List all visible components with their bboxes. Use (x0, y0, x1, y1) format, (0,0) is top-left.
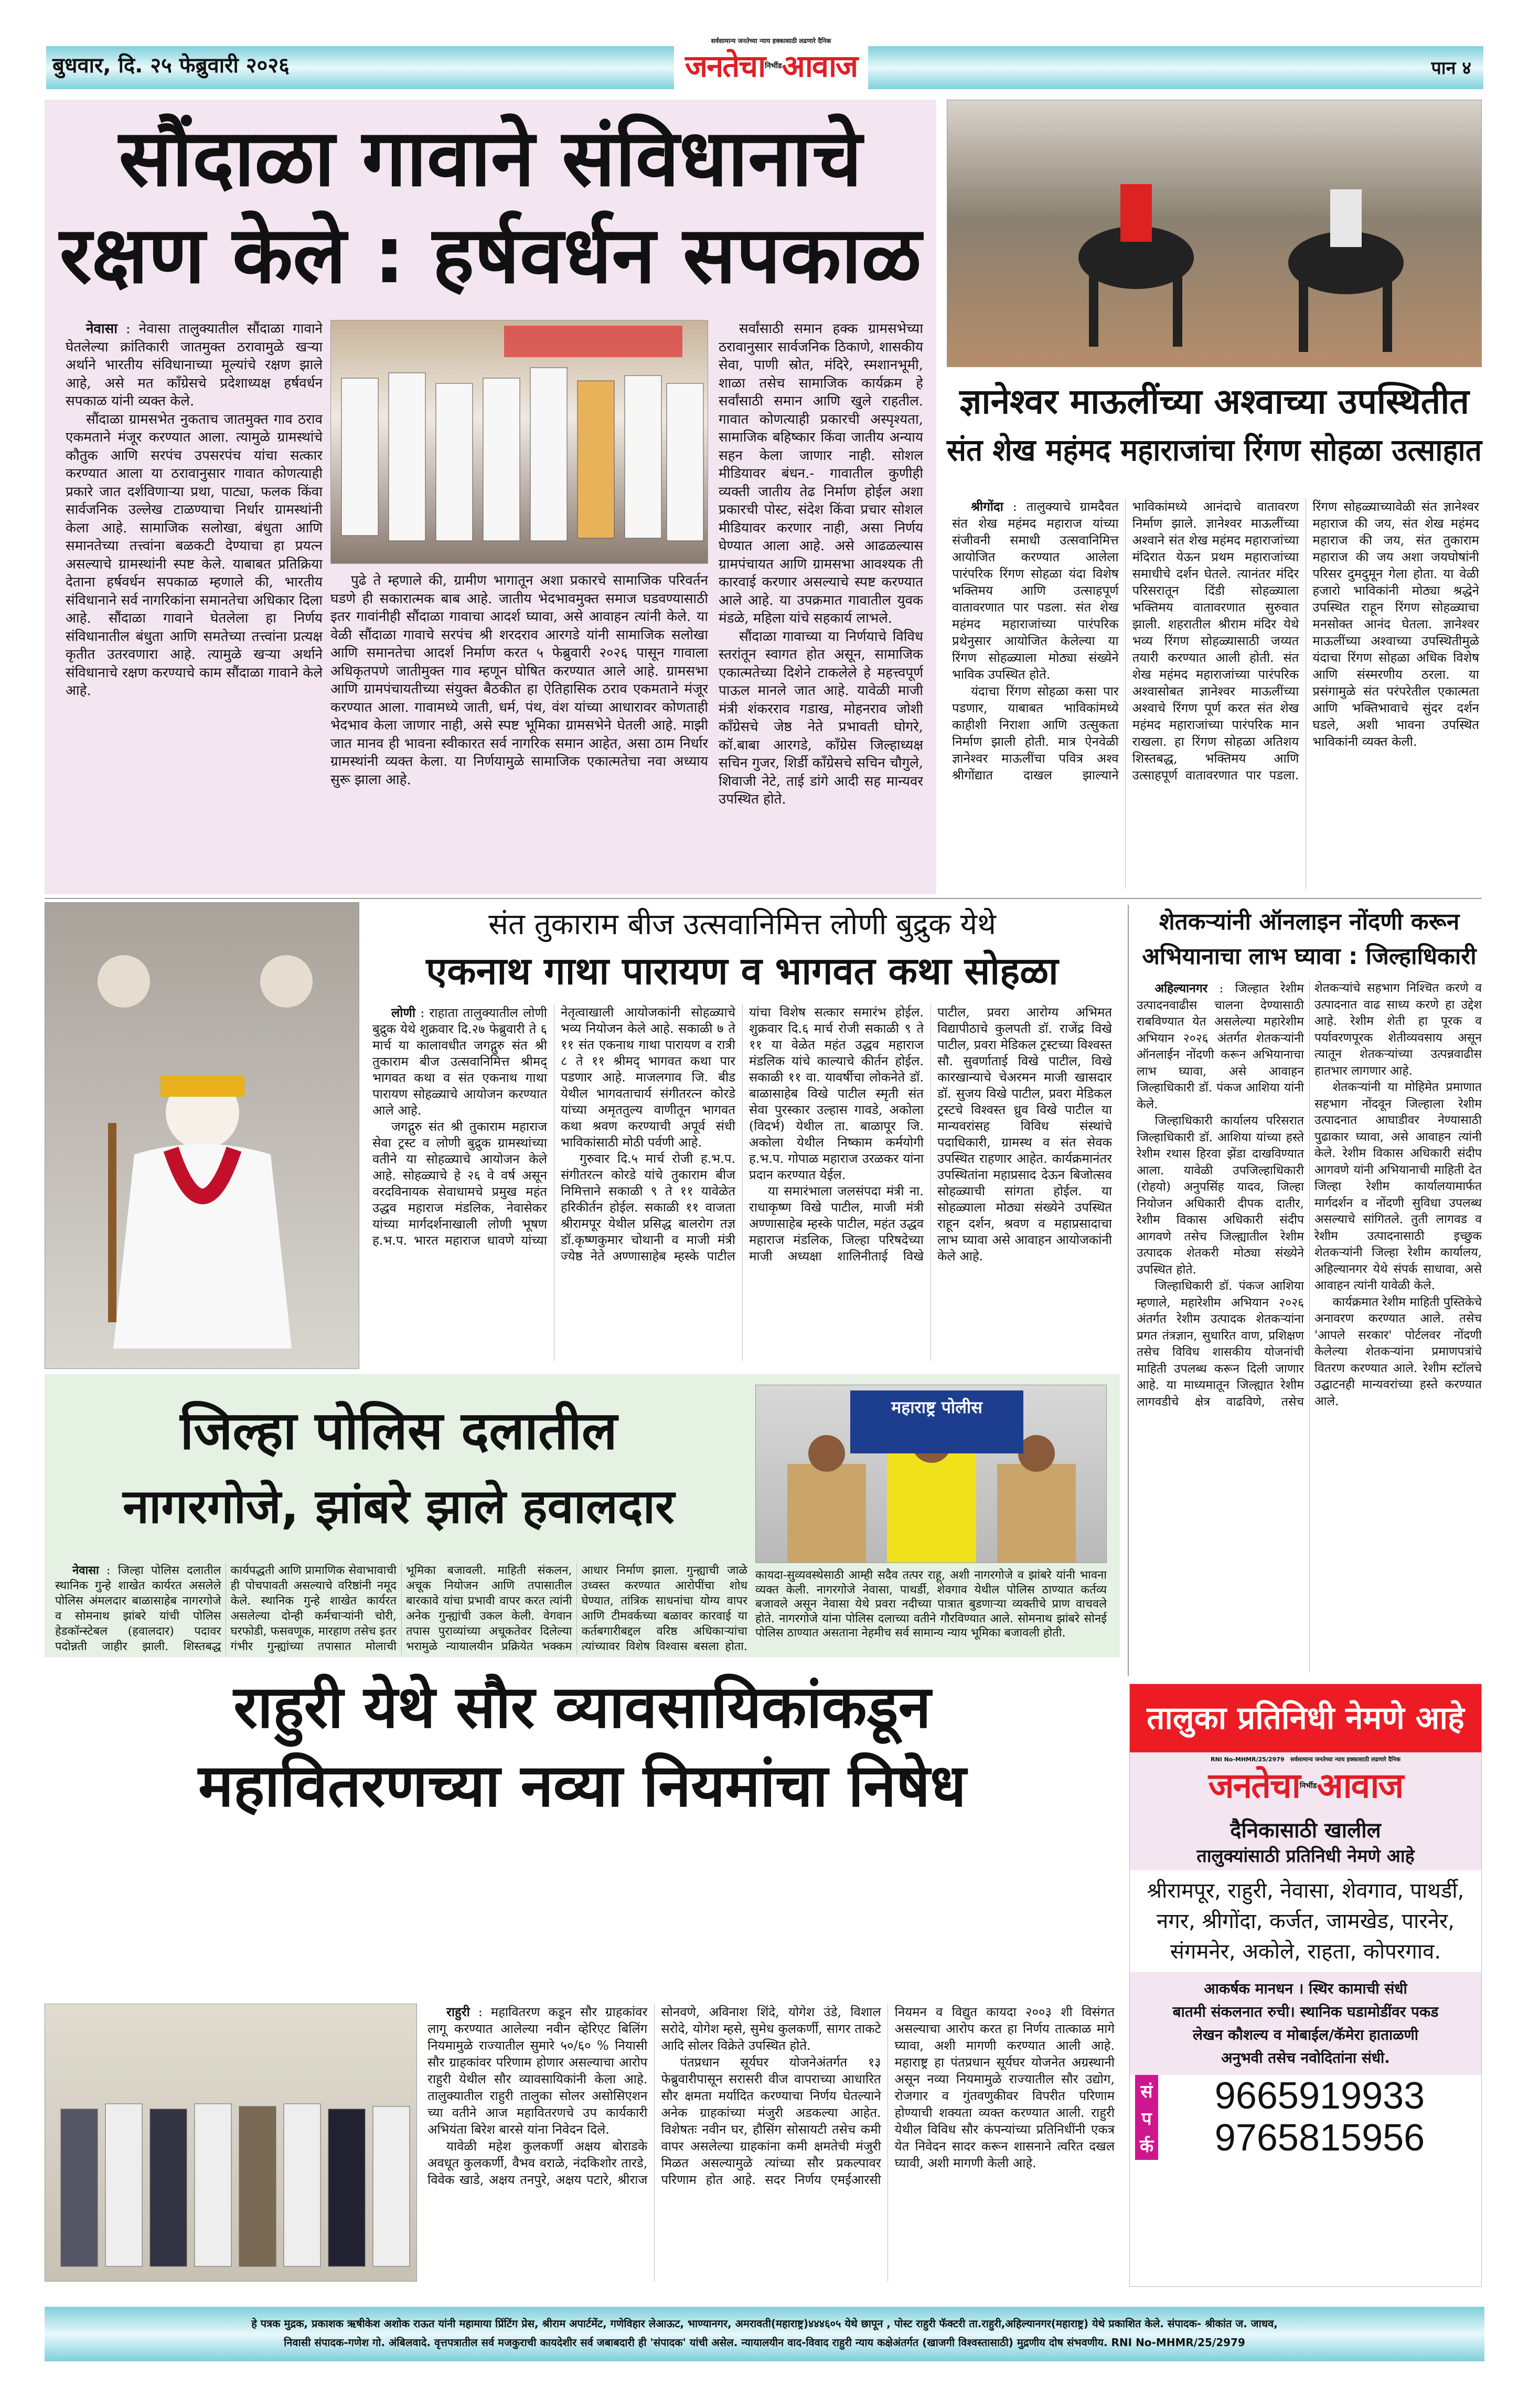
article-body-right: सर्वांसाठी समान हक्क ग्रामसभेच्या ठरावानुसार सार्वजनिक ठिकाणे, शासकीय सेवा, पाणी स्रोत, मंदिरे, स्मशानभूमी, शाळा तसेच सामाजिक कार्यक्रम हे सर्वांसाठी समान आणि खुले राहतील. गावात कोणत्याही प्रकारची अस्पृश्यता, सामाजिक बहिष्कार किंवा जातीय अन्याय सहन केला जाणार नाही. सोशल मीडियावर बंधन.- गावातील कुणीही व्यक्ती जातीय तेढ निर्माण होईल अशा प्रकारची पोस्ट, संदेश किंवा प्रचार सोशल मीडियावर करणार नाही, असा निर्णय घेण्यात आला आहे. असे आढळल्यास ग्रामपंचायत आणि ग्रामसभा आवश्यक ती कारवाई करणार असल्याचे स्पष्ट करण्यात आले आहे. या उपक्रमात गावातील युवक मंडळे, महिला यांचे सहकार्य लाभले. सौंदाळा गावाच्या या निर्णयाचे विविध स्तरांतून स्वागत होत असून, सामाजिक एकात्मतेच्या दिशेने टाकलेले हे महत्त्वपूर्ण पाऊल मानले जात आहे. यावेळी माजी मंत्री शंकरराव गडाख, मोहनराव जोशी काँग्रेसचे जेष्ठ नेते प्रभावती घोगरे, कॉ.बाबा आरगडे, काँग्रेस जिल्हाध्यक्ष सचिन गुजर, शिर्डी काँग्रेसचे सचिन चौगुले, शिवाजी नेटे, ताई डांगे आदी सह मान्यवर उपस्थित होते. (719, 321, 923, 807)
article-body: अहिल्यानगर : जिल्हात रेशीम उत्पादनवाढीस चालना देण्यासाठी राबविण्यात येत असलेल्या महारेशीम अभियान २०२६ अंतर्गत शेतकऱ्यांनी ऑनलाईन नोंदणी करून अभियानाचा लाभ घ्यावा, असे आवाहन जिल्हाधिकारी डॉ. पंकज आशिया यांनी केले. जिल्हाधिकारी कार्यालय परिसरात जिल्हाधिकारी डॉ. आशिया यांच्या हस्ते रेशीम रथास हिरवा झेंडा दाखविण्यात आला. यावेळी उपजिल्हाधिकारी (रोहयो) अनुपसिंह यादव, जिल्हा नियोजन अधिकारी दीपक दातीर, रेशीम विकास अधिकारी संदीप आगवणे तसेच जिल्ह्यातील रेशीम उत्पादक शेतकरी मोठ्या संख्येने उपस्थित होते. जिल्हाधिकारी डॉ. पंकज आशिया म्हणाले, महारेशीम अभियान २०२६ अंतर्गत रेशीम उत्पादक शेतकऱ्यांना प्रगत तंत्रज्ञान, सुधारित वाण, प्रशिक्षण तसेच विविध शासकीय योजनांची माहिती उपलब्ध करून दिली जाणार आहे. या माध्यमातून जिल्ह्यात रेशीम लागवडीचे क्षेत्र वाढविणे, तसेच शेतकऱ्यांचे सहभाग निश्चित करणे व उत्पादनात वाढ साध्य करणे हा उद्देश आहे. रेशीम शेती हा पूरक व पर्यावरणपूरक शेतीव्यवसाय असून त्यातून शेतकऱ्यांच्या उत्पन्नवाढीस हातभार लागणार आहे. शेतकऱ्यांनी या मोहिमेत प्रमाणात सहभाग नोंदवून जिल्हाला रेशीम उत्पादनात आघाडीवर नेण्यासाठी पुढाकार घ्यावा, असे आवाहन त्यांनी केले. रेशीम विकास अधिकारी संदीप आगवणे यांनी अभियानाची माहिती देत जिल्हा रेशीम कार्यालयामार्फत मार्गदर्शन व नोंदणी सुविधा उपलब्ध असल्याचे सांगितले. तुती लागवड व रेशीम उत्पादनासाठी इच्छुक शेतकऱ्यांनी जिल्हा रेशीम कार्यालय, अहिल्यानगर येथे संपर्क साधावा, असे आवाहन त्यांनी यावेळी केले. कार्यक्रमात रेशीम माहिती पुस्तिकेचे अनावरण करण्यात आले. तसेच 'आपले सरकार' पोर्टलवर नोंदणी केलेल्या शेतकऱ्यांना प्रमाणपत्रांचे वितरण करण्यात आले. रेशीम स्टॉलचे उद्घाटनही मान्यवरांच्या हस्ते करण्यात आले. (1137, 981, 1482, 1409)
photo-police (755, 1385, 1107, 1563)
photo-solar-delegation (45, 2004, 417, 2282)
horse-silhouettes (947, 100, 1482, 367)
photo-caption: कायदा-सुव्यवस्थेसाठी आम्ही सदैव तत्पर राहू, अशी नागरगोजे व झांबरे यांनी भावना व्यक्त केली. नागरगोजे नेवासा, पाथर्डी, शेवगाव येथील पोलिस ठाण्यात कर्तव्य बजावले असून नेवासा येथे प्रवरा नदीच्या पात्रात बुडणाऱ्या व्यक्तीचे प्राण वाचवले होते. नागरगोजे यांना पोलिस दलाच्या वतीने गौरविण्यात आले. सोमनाथ झांबरे सोनई पोलिस ठाण्यात असताना नेहमीच सर्व सामान्य न्याय भूमिका बजावली होती. (755, 1569, 1107, 1640)
headline-ringan: ज्ञानेश्वर माऊलींच्या अश्वाच्या उपस्थितीत संत शेख महंमद महाराजांचा रिंगण सोहळा उत्साहात (947, 381, 1482, 468)
phone-1[interactable]: 9665919933 (1214, 2075, 1425, 2117)
issue-date: बुधवार, दि. २५ फेब्रुवारी २०२६ (52, 53, 290, 78)
article-body: लोणी : राहाता तालुक्यातील लोणी बुद्रुक येथे शुक्रवार दि.२७ फेब्रुवारी ते ६ मार्च या कालावधीत जगद्गुरु संत श्री तुकाराम बीज उत्सवानिमित्त श्रीमद् भागवत कथा व संत एकनाथ गाथा पारायण सोहळ्याचे आयोजन करण्यात आले आहे. जगद्गुरु संत श्री तुकाराम महाराज सेवा ट्रस्ट व लोणी बुद्रुक ग्रामस्थांच्या वतीने या सोहळ्याचे आयोजन केले आहे. सोहळ्याचे हे २६ वे वर्ष असून वरदविनायक सेवाधामचे प्रमुख महंत उद्धव महाराज मंडलिक, नेवासेकर यांच्या मार्गदर्शनाखाली लोणी भूषण ह.भ.प. भारत महाराज धावणे यांच्या नेतृत्वाखाली आयोजकांनी सोहळ्याचे भव्य नियोजन केले आहे. सकाळी ७ ते ११ संत एकनाथ गाथा पारायण व रात्री ८ ते ११ श्रीमद् भागवत कथा पार पडणार आहे. माजलगाव जि. बीड येथील भागवताचार्य संगीतरत्न कोरडे यांच्या अमृततुल्य वाणीतून भागवत कथा श्रवण करण्याची अपूर्व संधी भाविकांसाठी मोठी पर्वणी आहे. गुरुवार दि.५ मार्च रोजी ह.भ.प. संगीतरत्न कोरडे यांचे तुकाराम बीज निमित्ताने सकाळी ९ ते ११ यावेळेत हरिकीर्तन होईल. सकाळी ११ वाजता श्रीरामपूर येथील प्रसिद्ध बालरोग तज्ञ डॉ.कृष्णकुमार चोथानी व माजी मंत्री ज्येष्ठ नेते अण्णासाहेब म्हस्के पाटील यांचा विशेष सत्कार समारंभ होईल. शुक्रवार दि.६ मार्च रोजी सकाळी ९ ते ११ या वेळेत महंत उद्धव महाराज मंडलिक यांचे काल्याचे कीर्तन होईल. सकाळी ११ वा. यावर्षीचा लोकनेते डॉ. बाळासाहेब विखे पाटील स्मृती संत सेवा पुरस्कार उल्हास गावडे, अकोला (विदर्भ) येथील ता. बाळापूर जि. अकोला येथील निष्काम कर्मयोगी ह.भ.प. गोपाळ महाराज उरळकर यांना प्रदान करण्यात येईल. या समारंभाला जलसंपदा मंत्री ना. राधाकृष्ण विखे पाटील, माजी मंत्री अण्णासाहेब म्हस्के पाटील, महंत उद्धव महाराज मंडलिक, जिल्हा परिषदेच्या माजी अध्यक्षा शालिनीताई विखे पाटील, प्रवरा आरोग्य अभिमत विद्यापीठाचे कुलपती डॉ. राजेंद्र विखे पाटील, प्रवरा मेडिकल ट्रस्टच्या विश्वस्त सौ. सुवर्णाताई विखे पाटील, विखे कारखान्याचे चेअरमन माजी खासदार डॉ. सुजय विखे पाटील, प्रवरा मेडिकल ट्रस्टचे विश्वस्त ध्रुव विखे पाटील या मान्यवरांसह विविध संस्थांचे पदाधिकारी, ग्रामस्थ व संत सेवक उपस्थित राहणार आहेत. कार्यक्रमानंतर उपस्थितांना महाप्रसाद देऊन बिजोत्सव सोहळ्याची सांगता होईल. या सोहळ्याला मोठ्या संख्येने उपस्थित राहून दर्शन, श्रवण व महाप्रसादाचा लाभ घ्यावा असे आवाहन आयोजकांनी केले आहे. (372, 1005, 1112, 1264)
article-reshim (1128, 905, 1482, 1676)
kicker: संत तुकाराम बीज उत्सवानिमित्त लोणी बुद्रुक येथे (488, 907, 996, 941)
photo-felicitation (330, 320, 708, 564)
ad-contact (1130, 2075, 1481, 2160)
article-saundala (45, 100, 936, 894)
article-body: नेवासा : जिल्हा पोलिस दलातील स्थानिक गुन्हे शाखेत कार्यरत असलेले पोलिस अंमलदार बाळासाहेब नागरगोजे व सोमनाथ झांबरे यांची पोलिस हेडकॉन्स्टेबल (हवालदार) पदावर पदोन्नती जाहीर झाली. शिस्तबद्ध कार्यपद्धती आणि प्रामाणिक सेवाभावाची ही पोचपावती असल्याचे वरिष्ठांनी नमूद केले. स्थानिक गुन्हे शाखेत कार्यरत असलेल्या दोन्ही कर्मचाऱ्यांनी चोरी, घरफोडी, फसवणूक, मारहाण तसेच इतर गंभीर गुन्ह्यांच्या तपासात मोलाची भूमिका बजावली. माहिती संकलन, अचूक नियोजन आणि तपासातील बारकावे यांचा प्रभावी वापर करत त्यांनी अनेक गुन्ह्यांची उकल केली. वेगवान तपास पुराव्यांच्या अचूकतेवर दिलेल्या भरामुळे न्यायालयीन प्रक्रियेत भक्कम आधार निर्माण झाला. गुन्ह्याची जाळे उध्वस्त करण्यात आरोपींचा शोध घेण्यात, तांत्रिक साधनांचा योग्य वापर आणि टीमवर्कच्या बळावर कारवाई या कर्तबगारीबद्दल वरिष्ठ अधिकाऱ्यांचा त्यांच्यावर विशेष विश्वास बसला होता. (55, 1564, 747, 1653)
footer-imprint: हे पत्रक मुद्रक, प्रकाशक ऋषीकेश अशोक राऊत यांनी महामाया प्रिंटिंग प्रेस, श्रीराम अपार्टमेंट, गणेविहार लेआऊट, भाण्यानगर, अमरावती(महाराष्ट्र)४४४६०५ येथे छापून , पोस्ट राहुरी फॅक्टरी ता.राहुरी,अहिल्यानगर(महाराष्ट्र) येथे प्रकाशित केले. संपादक- श्रीकांत ज. जाधव, निवासी संपादक-गणेश गो. अंबिलवादे. वृत्तपत्रातील सर्व मजकुराची कायदेशीर सर्व जबाबदारी ही 'संपादक' यांची असेल. न्यायालयीन वाद-विवाद राहुरी न्याय कक्षेअंतर्गत (खाजगी विश्वस्तासाठी) मुद्रणीय दोष संभवणीय. RNI No-MHMR/25/2979 (45, 2307, 1484, 2361)
ad-line1: दैनिकासाठी खालील (1230, 1818, 1381, 1843)
ad-representative-wanted (1129, 1684, 1482, 2287)
photo-sant-tukaram (45, 902, 359, 1369)
article-body-cont: पुढे ते म्हणाले की, ग्रामीण भागातून अशा प्रकारचे सामाजिक परिवर्तन घडणे ही सकारात्मक बाब आहे. जातीय भेदभावमुक्त समाज घडवण्यासाठी इतर गावांनीही सौंदाळा गावाचा आदर्श घ्यावा, असे आवाहन त्यांनी केले. या वेळी सौंदाळा गावाचे सरपंच श्री शरदराव आरगडे यांनी सामाजिक सलोखा आणि समानतेचा आदर्श निर्माण करत ५ फेब्रुवारी २०२६ पासून गावाला अधिकृतपणे जातीमुक्त गाव म्हणून घोषित करण्यात आले आहे. ग्रामसभा आणि ग्रामपंचायतीच्या संयुक्त बैठकीत हा ऐतिहासिक ठराव एकमताने मंजूर करण्यात आला. गावामध्ये जाती, धर्म, पंथ, वंश यांच्या आधारावर कोणताही भेदभाव केला जाणार नाही, असे स्पष्ट भूमिका ग्रामसभेने घेतली आहे. माझी जात मानव ही भावना स्वीकारत सर्व नागरिक समान आहेत, असा ठाम निर्धार ग्रामस्थांनी व्यक्त केला. या निर्णयामुळे सामाजिक एकात्मतेचा नवा अध्याय सुरू झाला आहे. (330, 573, 708, 788)
police-sign: महाराष्ट्र पोलीस (850, 1390, 1023, 1453)
article-body: नेवासा : नेवासा तालुक्यातील सौंदाळा गावाने घेतलेल्या क्रांतिकारी जातमुक्त ठरावामुळे खऱ्या अर्थाने भारतीय संविधानाच्या मूल्यांचे रक्षण झाले आहे, असे मत काँग्रेसचे प्रदेशाध्यक्ष हर्षवर्धन सपकाळ यांनी व्यक्त केले. सौंदाळा ग्रामसभेत नुकताच जातमुक्त गाव ठराव एकमताने मंजूर करण्यात आला. त्यामुळे ग्रामस्थांचे कौतुक आणि सरपंच उपसरपंच यांचा सत्कार करण्यात आला या ठरावानुसार गावात कोणत्याही प्रकारे जात दर्शविणाऱ्या प्रथा, पाट्या, फलक किंवा सार्वजनिक उल्लेख टाळण्याचा निर्धार ग्रामस्थांनी केला आहे. सामाजिक सलोखा, बंधुता आणि समानतेच्या तत्त्वांना बळकटी देण्याचा हा प्रयत्न असल्याचे ग्रामस्थांनी स्पष्ट केले. याबाबत प्रतिक्रिया देताना हर्षवर्धन सपकाळ म्हणाले की, भारतीय संविधानाने सर्व नागरिकांना समानतेचा अधिकार दिला आहे. सौंदाळा गावाने घेतलेला हा निर्णय संविधानातील बंधुता आणि समतेच्या तत्त्वांना प्रत्यक्ष कृतीत उतरवणारा आहे. त्यामुळे खऱ्या अर्थाने संविधानाचे रक्षण करण्याचे काम सौंदाळा गावाने केले आहे. (66, 321, 323, 699)
headline: एकनाथ गाथा पारायण व भागवत कथा सोहळा (426, 949, 1058, 993)
article-rahuri-solar (45, 1663, 1120, 2287)
headline: शेतकऱ्यांनी ऑनलाइन नोंदणी करून अभियानाचा लाभ घ्यावा : जिल्हाधिकारी (1142, 908, 1477, 970)
article-tukaram (367, 905, 1117, 1366)
ad-benefits: आकर्षक मानधन । स्थिर कामाची संधी बातमी संकलनात रुची। स्थानिक घडामोडींवर पकड लेखन कौशल्य व मोबाईल/कॅमेरा हाताळणी अनुभवी तसेच नवोदितांना संधी. (1130, 1972, 1481, 2075)
article-ringan-body: श्रीगोंदा : तालुक्याचे ग्रामदैवत संत शेख महंमद महाराज यांच्या संजीवनी समाधी उत्सवानिमित्त आयोजित करण्यात आलेला पारंपरिक रिंगण सोहळा यंदा विशेष भक्तिमय आणि उत्साहपूर्ण वातावरणात पार पडला. संत शेख महंमद महाराजांच्या पारंपरिक प्रथेनुसार आयोजित केलेल्या या रिंगण सोहळ्याला मोठ्या संख्येने भाविक उपस्थित होते. यंदाचा रिंगण सोहळा कसा पार पडणार, याबाबत भाविकांमध्ये काहीशी निराशा आणि उत्सुकता निर्माण झाली होती. मात्र ऐनवेळी ज्ञानेश्वर माऊलींचा पवित्र अश्व श्रीगोंद्यात दाखल झाल्याने भाविकांमध्ये आनंदाचे वातावरण निर्माण झाले. ज्ञानेश्वर माऊलींच्या अश्वाने संत शेख महंमद महाराजांच्या मंदिरात येऊन प्रथम महाराजांच्या समाधीचे दर्शन घेतले. त्यानंतर मंदिर परिसरातून दिंडी सोहळ्याला भक्तिमय वातावरणात सुरुवात झाली. शहरातील श्रीराम मंदिर येथे भव्य रिंगण सोहळ्यासाठी जय्यत तयारी करण्यात आली होती. संत शेख महंमद महाराजांच्या पारंपरिक अश्वासोबत ज्ञानेश्वर माऊलींच्या अश्वाचे रिंगण पूर्ण करत संत शेख महंमद महाराजांच्या पारंपरिक मान राखला. हा रिंगण सोहळा अतिशय शिस्तबद्ध, भक्तिमय आणि उत्साहपूर्ण वातावरणात पार पडला. रिंगण सोहळ्याच्यावेळी संत ज्ञानेश्वर महाराज की जय, संत शेख महंमद महाराज की जय, संत तुकाराम महाराज की जय अशा जयघोषांनी परिसर दुमदुमून गेला होता. या वेळी हजारो भाविकांनी मोठ्या श्रद्धेने उपस्थित राहून रिंगण सोहळ्याचा मनसोक्त आनंद घेतला. ज्ञानेश्वर माऊलींच्या अश्वाच्या उपस्थितीमुळे यंदाचा रिंगण सोहळा अधिक विशेष आणि संस्मरणीय ठरला. या प्रसंगामुळे संत परंपरेतील एकात्मता आणि भक्तिभावाचे सुंदर दर्शन घडले, अशी भावना उपस्थित भाविकांनी व्यक्त केली. (952, 499, 1479, 783)
article-police (45, 1374, 1120, 1657)
ad-title: तालुका प्रतिनिधी नेमणे आहे (1130, 1684, 1481, 1752)
ad-talukas: श्रीरामपूर, राहुरी, नेवासा, शेवगाव, पाथर्डी, नगर, श्रीगोंदा, कर्जत, जामखेड, पारनेर, संगमनेर, अकोले, राहता, कोपरगाव. (1147, 1879, 1464, 1964)
page-number: पान ४ (1431, 58, 1471, 79)
people-group (45, 2004, 417, 2282)
masthead-middle: निर्भीड (765, 62, 782, 70)
contact-label: सं प र्क (1135, 2075, 1158, 2160)
masthead-tagline: सर्वसामान्य जनतेच्या न्याय हक्कासाठी लढणारे दैनिक (711, 37, 831, 45)
headline: राहुरी येथे सौर व्यावसायिकांकडून महावितरणच्या नव्या नियमांचा निषेध (198, 1673, 967, 1820)
ad-rni: RNI No-MHMR/25/2979 (1211, 1756, 1285, 1763)
article-body: राहुरी : महावितरण कडून सौर ग्राहकांवर लागू करण्यात आलेल्या नवीन व्हेरिएट बिलिंग नियमामुळे राज्यातील सुमारे ५०/६० % नियासी सौर ग्राहकांवर परिणाम होणार असल्याचा आरोप राहुरी येथील सौर व्यावसायिकांनी केला आहे. तालुक्यातील राहुरी तालुका सोलर असोसिएशन च्या वतीने आज महावितरणचे उप कार्यकारी अभियंता बिरेश बारसे यांना निवेदन दिले. यावेळी महेश कुलकर्णी अक्षय बोराडके अवधूत कुलकर्णी, वैभव वराळे, नंदकिशोर तारडे, विवेक खाडे, अक्षय तनपुरे, अक्षय पटारे, श्रीराज सोनवणे, अविनाश शिंदे, योगेश उंडे, विशाल सरोदे, योगेश म्हसे, सुमेध कुलकर्णी, सागर ताकटे आदि सोलर विक्रेते उपस्थित होते. पंतप्रधान सूर्यघर योजनेअंतर्गत १३ फेब्रुवारीपासून सरासरी वीज वापराच्या आधारित सौर क्षमता मर्यादित करण्याचा निर्णय घेतल्याने अनेक ग्राहकांच्या मंजुरी अडकल्या आहेत. विशेषतः नवीन घर, हौसिंग सोसायटी तसेच कमी वापर असलेल्या ग्राहकांना कमी क्षमतेची मंजुरी मिळत असल्यामुळे त्यांच्या सौर प्रकल्पावर परिणाम होत आहे. सदर निर्णय एमईआरसी नियमन व विद्युत कायदा २००३ शी विसंगत असल्याचा आरोप करत हा निर्णय तात्काळ मागे घ्यावा, अशी मागणी करण्यात आली आहे. महाराष्ट्र हा पंतप्रधान सूर्यघर योजनेत अग्रस्थानी असून नव्या नियमामुळे राज्यातील सौर उद्योग, रोजगार व गुंतवणुकीवर विपरीत परिणाम होण्याची शक्यता व्यक्त करण्यात आली. राहुरी येथील विविध सौर कंपन्यांच्या प्रतिनिधींनी एकत्र येत निवेदन सादर करून शासनाने त्वरित दखल घ्यावी, अशी मागणी केली आहे. (427, 2004, 1115, 2187)
divider (45, 898, 1482, 899)
headline: जिल्हा पोलिस दलातील नागरगोजे, झांबरे झाले हवालदार (123, 1400, 675, 1534)
masthead-logo (674, 37, 868, 95)
phone-2[interactable]: 9765815956 (1214, 2117, 1425, 2159)
masthead-left: जनतेचा (685, 48, 765, 84)
statue-silhouette (45, 903, 359, 1369)
photo-ringan-horse (947, 100, 1482, 367)
ad-line2: तालुक्यांसाठी प्रतिनिधी नेमणे आहे (1196, 1846, 1415, 1867)
headline: सौंदाळा गावाने संविधानाचे रक्षण केले : हर्षवर्धन सपकाळ (59, 113, 922, 301)
masthead-right: आवाज (782, 48, 858, 84)
ad-masthead: RNI No-MHMR/25/2979 सर्वसामान्य जनतेच्या न्याय हक्कासाठी लढणारे दैनिक जनतेचानिर्भीडआवाज दैनिकासाठी खालील तालुक्यांसाठी प्रतिनिधी नेमणे आहे (1130, 1752, 1481, 1870)
